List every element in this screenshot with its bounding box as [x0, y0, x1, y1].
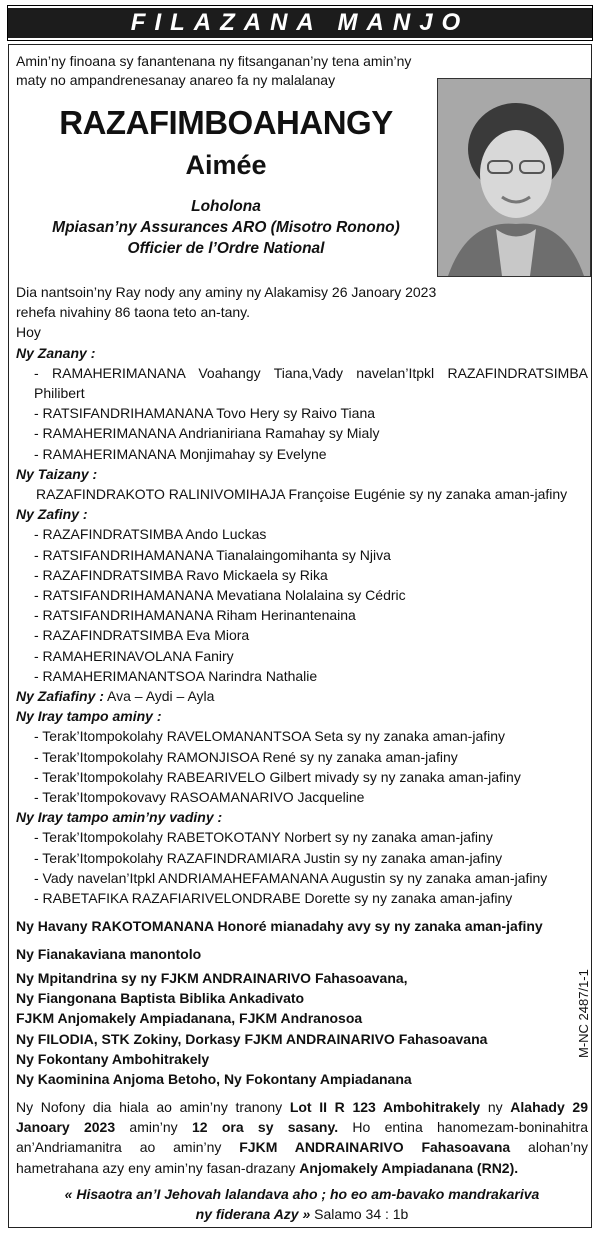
details-text: alohan’ny hametrahana azy eny amin’ny fasan-drazany	[16, 1139, 588, 1176]
deceased-firstname: Aimée	[185, 150, 267, 180]
section-heading-zafiafiny: Ny Zafiafiny :	[16, 688, 104, 705]
quote-line: « Hisaotra an’I Jehovah lalandava aho ; ho eo am-bavako mandrakariva	[64, 1186, 540, 1202]
details-text: amin’ny	[115, 1119, 192, 1136]
fianakaviana-line: Ny Fianakaviana manontolo	[16, 946, 202, 962]
organizations-list	[16, 968, 487, 1089]
quote-reference: Salamo 34 : 1b	[310, 1206, 409, 1222]
zafiafiny-names: Ava – Aydi – Ayla	[103, 688, 215, 705]
list-item: RAZAFINDRAKOTO RALINIVOMIHAJA Françoise Eugénie sy ny zanaka aman-jafiny	[36, 486, 568, 503]
list-item: - RATSIFANDRIHAMANANA Riham Herinantenaina	[34, 607, 356, 624]
details-text: ny	[480, 1099, 511, 1115]
organization-line: Ny Fiangonana Baptista Biblika Ankadivato	[16, 990, 305, 1007]
list-item: - RAMAHERIMANANA Monjimahay sy Evelyne	[34, 445, 327, 462]
organization-line: FJKM Anjomakely Ampiadanana, FJKM Andranosoa	[16, 1010, 363, 1027]
details-date: Alahady 29 Janoary 2023	[16, 1099, 588, 1136]
quote-line: ny fiderana Azy »	[195, 1206, 311, 1222]
details-address: Lot II R 123 Ambohitrakely	[289, 1099, 481, 1115]
havany-line: Ny Havany RAKOTOMANANA Honoré mianadahy avy sy ny zanaka aman-jafiny	[16, 918, 543, 934]
title-line: Officier de l’Ordre National	[127, 240, 325, 257]
organization-line: Ny Fokontany Ambohitrakely	[16, 1050, 210, 1067]
section-heading-iray-tampo-vadiny: Ny Iray tampo amin’ny vadiny :	[16, 809, 223, 826]
portrait-photo	[437, 78, 591, 277]
header-title: FILAZANA MANJO	[130, 9, 470, 36]
details-church: FJKM ANDRAINARIVO Fahasoavana	[239, 1139, 511, 1156]
list-item: - RATSIFANDRIHAMANANA Tovo Hery sy Raivo Tiana	[34, 405, 376, 422]
reference-code: M-NC 2487/1-1	[576, 969, 591, 1058]
deceased-surname: RAZAFIMBOAHANGY	[59, 104, 393, 141]
announcement-line: rehefa nivahiny 86 taona teto an-tany.	[16, 304, 251, 321]
list-item: - Vady navelan’Itpkl ANDRIAMAHEFAMANANA Augustin sy ny zanaka aman-jafiny	[34, 869, 548, 886]
zafiafiny-line	[16, 686, 588, 706]
list-item: - RAMAHERIMANANA Voahangy Tiana,Vady navelan’Itpkl RAZAFINDRATSIMBA Philibert	[34, 364, 588, 402]
title-line: Mpiasan’ny Assurances ARO (Misotro Ronono)	[52, 219, 400, 236]
details-time: 12 ora sy sasany.	[191, 1119, 339, 1136]
funeral-details	[16, 1097, 588, 1178]
list-item: - Terak’Itompokolahy RAVELOMANANTSOA Seta sy ny zanaka aman-jafiny	[34, 728, 506, 745]
section-heading-iray-tampo: Ny Iray tampo aminy :	[16, 708, 162, 725]
list-item: - Terak’Itompokolahy RAMONJISOA René sy ny zanaka aman-jafiny	[34, 748, 458, 765]
list-item: - RAMAHERIMANANTSOA Narindra Nathalie	[34, 667, 318, 684]
list-item: - Terak’Itompokolahy RAZAFINDRAMIARA Justin sy ny zanaka aman-jafiny	[34, 849, 503, 866]
family-list	[16, 282, 588, 908]
portrait-image	[438, 79, 590, 276]
deceased-titles	[16, 196, 436, 259]
organization-line: Ny Kaominina Anjoma Betoho, Ny Fokontany Ampiadanana	[16, 1071, 412, 1088]
list-item: - RAMAHERINAVOLANA Faniry	[34, 647, 234, 664]
list-item: - Terak’Itompokolahy RABEARIVELO Gilbert mivady sy ny zanaka aman-jafiny	[34, 768, 521, 785]
list-item: - RATSIFANDRIHAMANANA Tianalaingomihanta sy Njiva	[34, 546, 391, 563]
list-item: - RAZAFINDRATSIMBA Ravo Mickaela sy Rika	[34, 566, 328, 583]
announcement-line: Dia nantsoin’ny Ray nody any aminy ny Alakamisy 26 Janoary 2023	[16, 284, 437, 300]
header-banner	[8, 6, 592, 40]
list-item: - Terak’Itompokolahy RABETOKOTANY Norbert sy ny zanaka aman-jafiny	[34, 829, 493, 846]
list-item: - RAZAFINDRATSIMBA Eva Miora	[34, 627, 250, 644]
organization-line: Ny FILODIA, STK Zokiny, Dorkasy FJKM ANDRAINARIVO Fahasoavana	[16, 1030, 488, 1047]
details-text: Ny Nofony dia hiala ao amin’ny tranony	[16, 1099, 290, 1115]
organization-line: Ny Mpitandrina sy ny FJKM ANDRAINARIVO Fahasoavana,	[16, 970, 408, 986]
list-item: - RAMAHERIMANANA Andrianiriana Ramahay sy Mialy	[34, 425, 380, 442]
section-heading-zafiny: Ny Zafiny :	[16, 506, 88, 523]
list-item: - RABETAFIKA RAZAFIARIVELONDRABE Dorette sy ny zanaka aman-jafiny	[34, 890, 513, 907]
title-line: Loholona	[191, 198, 261, 215]
section-heading-taizany: Ny Taizany :	[16, 465, 98, 482]
announcement-line: Hoy	[16, 324, 41, 341]
section-heading-zanany: Ny Zanany :	[16, 344, 96, 361]
list-item: - Terak’Itompokovavy RASOAMANARIVO Jacqueline	[34, 789, 365, 806]
list-item: - RAZAFINDRATSIMBA Ando Luckas	[34, 526, 267, 543]
details-burial-place: Anjomakely Ampiadanana (RN2).	[299, 1159, 519, 1176]
details-text: Ho entina hanomezam-boninahitra an’Andriamanitra ao amin’ny	[16, 1119, 588, 1156]
intro-text: Amin’ny finoana sy fanantenana ny fitsanganan’ny tena amin’ny maty no ampandrenesanay anareo fa ny malalanay	[16, 53, 412, 88]
scripture-quote	[16, 1184, 588, 1224]
list-item: - RATSIFANDRIHAMANANA Mevatiana Nolalaina sy Cédric	[34, 587, 406, 604]
